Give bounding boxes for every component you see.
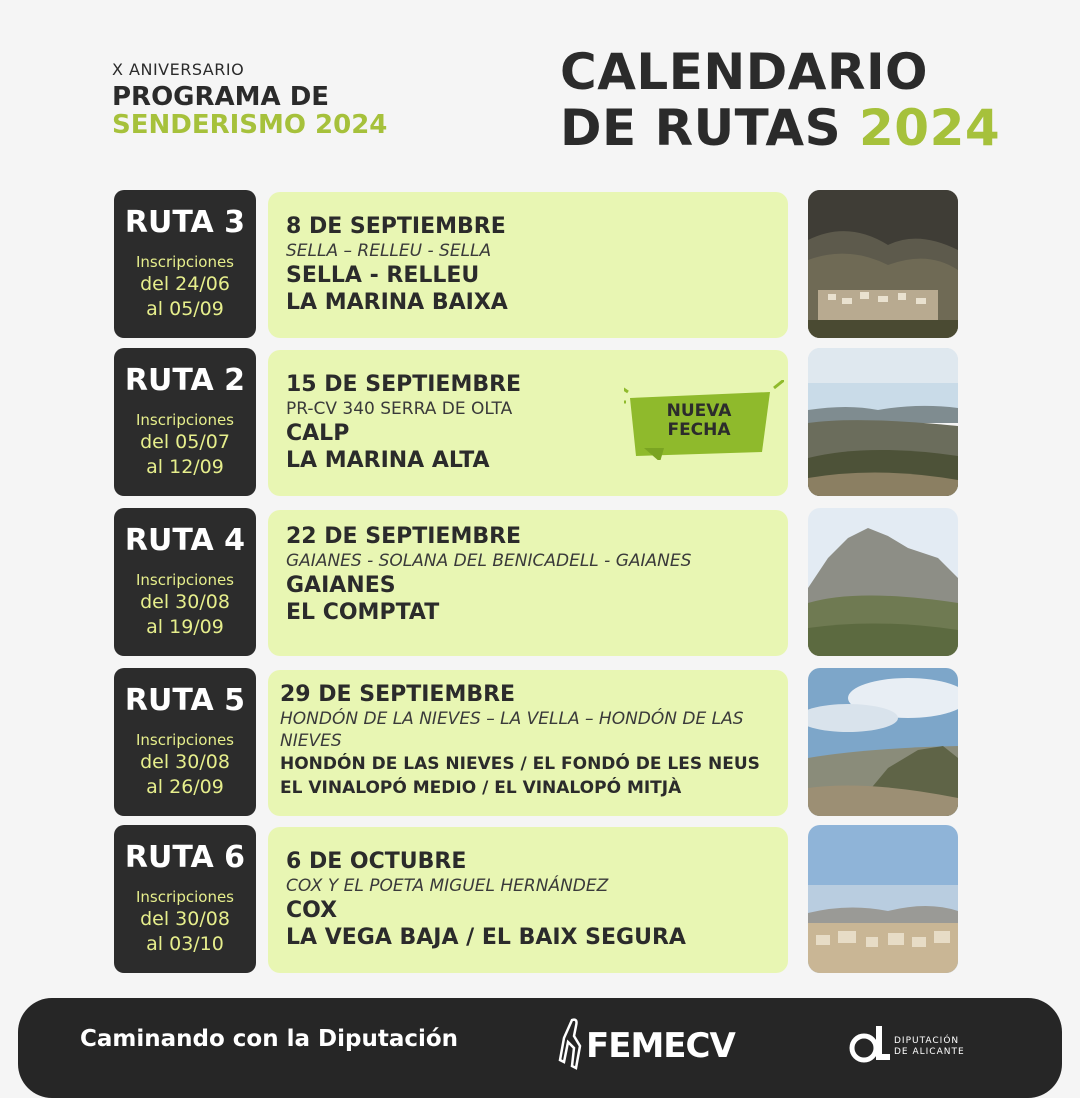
- calendar-title-text: DE RUTAS: [560, 99, 860, 157]
- route-town: GAIANES: [286, 573, 396, 598]
- calendar-title-line2: [560, 100, 1000, 156]
- inscripciones-from: del 30/08: [140, 908, 230, 930]
- route-date: 29 DE SEPTIEMBRE: [280, 682, 516, 707]
- route-date: 15 DE SEPTIEMBRE: [286, 372, 522, 397]
- route-comarca: LA MARINA BAIXA: [286, 290, 508, 315]
- route-subtitle: COX Y EL POETA MIGUEL HERNÁNDEZ: [286, 876, 609, 896]
- route-number: RUTA 3: [124, 205, 246, 240]
- diputacion-logo: [848, 1018, 988, 1068]
- route-card: [268, 670, 788, 816]
- inscripciones-to: al 12/09: [146, 456, 224, 478]
- route-comarca: EL COMPTAT: [286, 600, 440, 625]
- route-town: COX: [286, 898, 338, 923]
- inscripciones-label: Inscripciones: [136, 731, 234, 749]
- route-row-6: [114, 825, 958, 975]
- route-subtitle: SELLA – RELLEU - SELLA: [286, 241, 492, 261]
- badge-line1: NUEVA: [666, 401, 732, 421]
- route-number: RUTA 5: [124, 683, 246, 718]
- calendar-year: 2024: [859, 99, 1001, 157]
- calendar-title: CALENDARIO: [560, 43, 929, 101]
- route-tag: [114, 348, 256, 496]
- route-town: HONDÓN DE LAS NIEVES / EL FONDÓ DE LES NEUS: [280, 754, 760, 774]
- route-subtitle: PR-CV 340 SERRA DE OLTA: [286, 399, 513, 419]
- inscripciones-label: Inscripciones: [136, 253, 234, 271]
- route-row-5: [114, 668, 958, 818]
- diputacion-emblem-icon: [848, 1020, 892, 1064]
- route-row-4: [114, 508, 958, 658]
- route-tag: [114, 825, 256, 973]
- inscripciones-label: Inscripciones: [136, 888, 234, 906]
- mountain-village-photo: [808, 190, 958, 338]
- inscripciones-label: Inscripciones: [136, 411, 234, 429]
- mountain-sky-photo: [808, 668, 958, 816]
- route-town: SELLA - RELLEU: [286, 263, 480, 288]
- inscripciones-from: del 05/07: [140, 431, 230, 453]
- route-row-3: [114, 190, 958, 340]
- route-comarca: LA VEGA BAJA / EL BAIX SEGURA: [286, 925, 686, 950]
- route-comarca: LA MARINA ALTA: [286, 448, 490, 473]
- route-subtitle: HONDÓN DE LA NIEVES – LA VELLA – HONDÓN DE LAS NIEVES: [280, 709, 744, 751]
- programa-subtitle: SENDERISMO 2024: [112, 110, 388, 140]
- route-tag: [114, 668, 256, 816]
- inscripciones-from: del 24/06: [140, 273, 230, 295]
- footer-slogan: Caminando con la Diputación: [80, 1026, 459, 1052]
- footer-bar: [18, 998, 1062, 1098]
- inscripciones-to: al 26/09: [146, 776, 224, 798]
- route-tag: [114, 190, 256, 338]
- route-row-2: [114, 348, 958, 498]
- route-card: [268, 827, 788, 973]
- inscripciones-label: Inscripciones: [136, 571, 234, 589]
- nueva-fecha-badge: [624, 380, 774, 450]
- header-right: [560, 44, 1000, 156]
- route-number: RUTA 6: [124, 840, 246, 875]
- route-date: 8 DE SEPTIEMBRE: [286, 214, 506, 239]
- diputacion-text: [894, 1036, 965, 1058]
- inscripciones-to: al 19/09: [146, 616, 224, 638]
- femecv-name: FEMECV: [586, 1026, 735, 1066]
- route-number: RUTA 4: [124, 523, 246, 558]
- aniversario-label: X ANIVERSARIO: [112, 60, 245, 79]
- route-card: [268, 192, 788, 338]
- diputacion-line2: DE ALICANTE: [894, 1047, 965, 1057]
- route-date: 22 DE SEPTIEMBRE: [286, 524, 522, 549]
- route-tag: [114, 508, 256, 656]
- hiker-icon: [558, 1016, 588, 1076]
- inscripciones-from: del 30/08: [140, 591, 230, 613]
- inscripciones-to: al 05/09: [146, 298, 224, 320]
- diputacion-line1: DIPUTACIÓN: [894, 1036, 960, 1046]
- rocky-peak-photo: [808, 508, 958, 656]
- route-comarca: EL VINALOPÓ MEDIO / EL VINALOPÓ MITJÀ: [280, 778, 682, 798]
- route-number: RUTA 2: [124, 363, 246, 398]
- coastal-hills-photo: [808, 348, 958, 496]
- route-town: CALP: [286, 421, 350, 446]
- header-left: [112, 60, 387, 139]
- route-subtitle: GAIANES - SOLANA DEL BENICADELL - GAIANES: [286, 551, 692, 571]
- badge-line2: FECHA: [667, 420, 731, 440]
- programa-title: PROGRAMA DE: [112, 82, 330, 112]
- town-plain-photo: [808, 825, 958, 973]
- inscripciones-to: al 03/10: [146, 933, 224, 955]
- inscripciones-from: del 30/08: [140, 751, 230, 773]
- route-date: 6 DE OCTUBRE: [286, 849, 467, 874]
- femecv-logo: [558, 1016, 735, 1072]
- badge-text: [624, 402, 774, 440]
- route-card: [268, 510, 788, 656]
